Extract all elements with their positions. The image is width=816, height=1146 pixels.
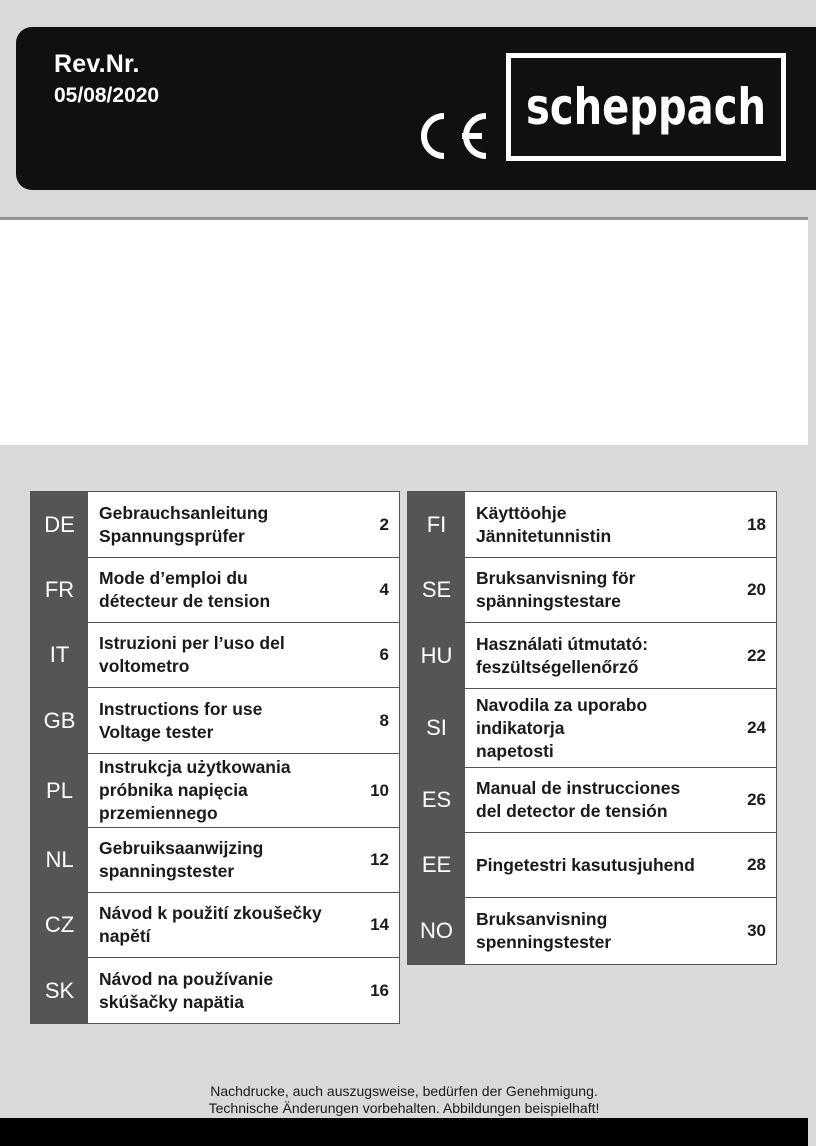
language-code: NL bbox=[31, 828, 88, 892]
manual-title: Käyttöohje Jännitetunnistin bbox=[476, 502, 612, 546]
language-code: EE bbox=[408, 833, 465, 897]
cover-white-band bbox=[0, 220, 808, 445]
manual-title: Bruksanvisning spenningstester bbox=[476, 909, 612, 952]
language-row-si bbox=[408, 689, 776, 768]
language-row-se bbox=[408, 558, 776, 623]
language-code: FI bbox=[408, 492, 465, 557]
page-number: 16 bbox=[370, 980, 389, 1000]
page-number: 10 bbox=[370, 780, 389, 800]
page-number: 18 bbox=[747, 514, 766, 534]
footer-reprint-notice: Nachdrucke, auch auszugsweise, bedürfen der Genehmigung. bbox=[210, 1083, 598, 1099]
manual-title: Instructions for use Voltage tester bbox=[99, 698, 263, 742]
page-number: 30 bbox=[747, 921, 766, 940]
revision-label: Rev.Nr. bbox=[54, 50, 140, 78]
language-code: HU bbox=[408, 623, 465, 688]
manual-title: Gebruiksaanwijzing spanningstester bbox=[99, 838, 264, 881]
manual-title: Gebrauchsanleitung Spannungsprüfer bbox=[99, 502, 269, 546]
language-row-sk bbox=[31, 958, 399, 1023]
page-number: 28 bbox=[747, 855, 766, 874]
language-row-hu bbox=[408, 623, 776, 689]
manual-title: Návod na používanie skúšačky napätia bbox=[99, 968, 274, 1012]
language-row-cz bbox=[31, 893, 399, 958]
page-number: 26 bbox=[747, 790, 766, 809]
language-code: SE bbox=[408, 558, 465, 622]
svg-text:scheppach: scheppach bbox=[526, 78, 766, 136]
manual-title: Használati útmutató: feszültségellenőrző bbox=[476, 633, 649, 677]
bottom-bar bbox=[0, 1118, 808, 1146]
language-table-left bbox=[30, 491, 400, 1024]
language-code: ES bbox=[408, 768, 465, 832]
language-code: CZ bbox=[31, 893, 88, 957]
manual-title: Návod k použití zkoušečky napětí bbox=[99, 903, 322, 946]
page-number: 24 bbox=[747, 718, 766, 737]
language-code: NO bbox=[408, 898, 465, 964]
manual-title: Navodila za uporabo indikatorja napetosti bbox=[476, 694, 648, 761]
language-row-es bbox=[408, 768, 776, 833]
language-code: SK bbox=[31, 958, 88, 1023]
manual-title: Pingetestri kasutusjuhend bbox=[476, 854, 695, 875]
page-number: 14 bbox=[370, 915, 389, 934]
revision-date: 05/08/2020 bbox=[54, 84, 160, 107]
language-row-fr bbox=[31, 558, 399, 623]
manual-title: Manual de instrucciones del detector de tensión bbox=[476, 778, 681, 821]
page-number: 22 bbox=[747, 645, 766, 665]
language-code: DE bbox=[31, 492, 88, 557]
language-row-fi bbox=[408, 492, 776, 558]
page-number: 4 bbox=[379, 580, 389, 599]
language-row-nl bbox=[31, 828, 399, 893]
language-row-it bbox=[31, 623, 399, 688]
language-code: PL bbox=[31, 754, 88, 827]
language-table-right bbox=[407, 491, 777, 965]
manual-title: Instrukcja użytkowania próbnika napięcia przemiennego bbox=[99, 757, 291, 823]
language-row-gb bbox=[31, 688, 399, 754]
language-row-de bbox=[31, 492, 399, 558]
scheppach-logo bbox=[506, 53, 786, 161]
page-number: 2 bbox=[379, 514, 389, 534]
page-number: 6 bbox=[379, 645, 389, 664]
page-number: 8 bbox=[379, 710, 389, 730]
page-number: 20 bbox=[747, 580, 766, 599]
language-row-no bbox=[408, 898, 776, 964]
manual-title: Bruksanvisning för spänningstestare bbox=[476, 568, 636, 611]
language-row-pl bbox=[31, 754, 399, 828]
footer-technical-notice: Technische Änderungen vorbehalten. Abbildungen beispielhaft! bbox=[208, 1100, 600, 1116]
language-code: FR bbox=[31, 558, 88, 622]
page-number: 12 bbox=[370, 850, 389, 869]
ce-mark-icon bbox=[410, 110, 490, 162]
manual-title: Istruzioni per l’uso del voltometro bbox=[99, 633, 285, 676]
language-code: IT bbox=[31, 623, 88, 687]
manual-title: Mode d’emploi du détecteur de tension bbox=[99, 568, 271, 611]
language-code: SI bbox=[408, 689, 465, 767]
language-code: GB bbox=[31, 688, 88, 753]
language-row-ee bbox=[408, 833, 776, 898]
